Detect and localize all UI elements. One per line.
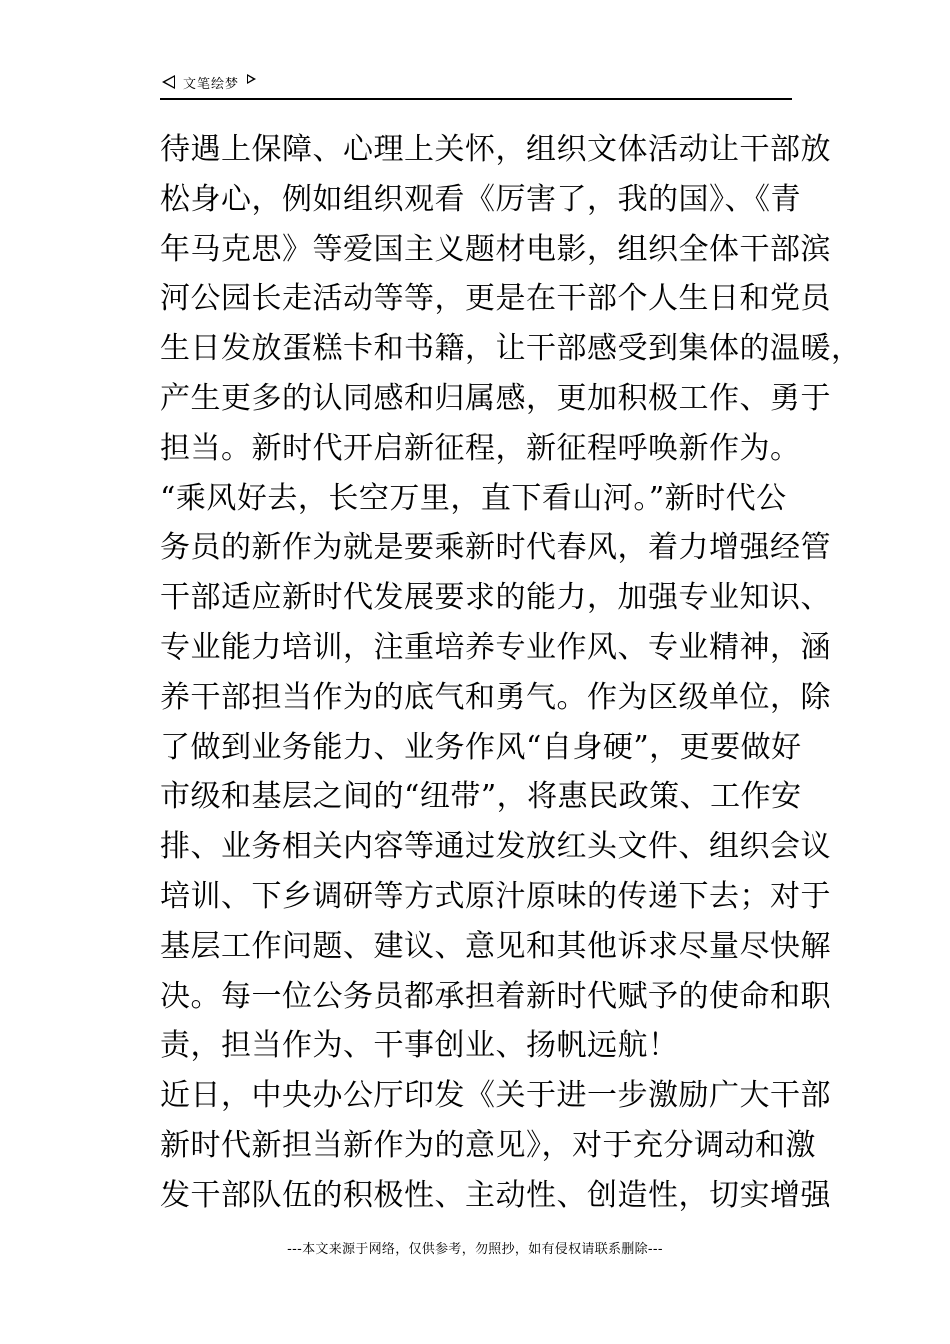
text-line: “乘风好去，长空万里，直下看山河。”新时代公 xyxy=(160,480,787,516)
brand-title: 文笔绘梦 xyxy=(183,76,240,92)
text-line: 河公园长走活动等等，更是在干部个人生日和党员 xyxy=(160,281,831,317)
text-line: 养干部担当作为的底气和勇气。作为区级单位，除 xyxy=(160,679,831,715)
text-line: 了做到业务能力、业务作风“自身硬”，更要做好 xyxy=(160,729,802,765)
text-line: 年马克思》等爱国主义题材电影，组织全体干部滨 xyxy=(160,231,831,267)
text-line: 专业能力培训，注重培养专业作风、专业精神，涵 xyxy=(160,629,831,665)
text-line: 新时代新担当新作为的意见》，对于充分调动和激 xyxy=(160,1127,816,1163)
text-line: 务员的新作为就是要乘新时代春风，着力增强经管 xyxy=(160,530,831,566)
text-line: 干部适应新时代发展要求的能力，加强专业知识、 xyxy=(160,580,831,616)
text-line: 市级和基层之间的“纽带”，将惠民政策、工作安 xyxy=(160,779,802,815)
footer-notice: ---本文来源于网络，仅供参考，勿照抄，如有侵权请联系删除--- xyxy=(287,1242,663,1257)
text-line: 松身心，例如组织观看《厉害了，我的国》、《青 xyxy=(160,181,801,217)
text-line: 产生更多的认同感和归属感，更加积极工作、勇于 xyxy=(160,380,831,416)
text-line: 待遇上保障、心理上关怀，组织文体活动让干部放 xyxy=(160,132,831,167)
text-line: 基层工作问题、建议、意见和其他诉求尽量尽快解 xyxy=(160,928,831,964)
text-line: 培训、下乡调研等方式原汁原味的传递下去；对于 xyxy=(160,878,831,914)
text-line: 排、业务相关内容等通过发放红头文件、组织会议 xyxy=(160,829,831,865)
document-body xyxy=(160,125,862,1221)
text-line: 发干部队伍的积极性、主动性、创造性，切实增强 xyxy=(160,1177,831,1213)
triangle-right-icon xyxy=(247,74,256,84)
text-line: 决。每一位公务员都承担着新时代赋予的使命和职 xyxy=(160,978,831,1014)
triangle-left-icon xyxy=(162,75,175,89)
text-line: 担当。新时代开启新征程，新征程呼唤新作为。 xyxy=(160,430,801,466)
text-line: 近日，中央办公厅印发《关于进一步激励广大干部 xyxy=(160,1078,831,1114)
text-line: 责，担当作为、干事创业、扬帆远航！ xyxy=(160,1028,679,1064)
page-header xyxy=(160,72,792,100)
text-line: 生日发放蛋糕卡和书籍，让干部感受到集体的温暖， xyxy=(160,331,862,367)
